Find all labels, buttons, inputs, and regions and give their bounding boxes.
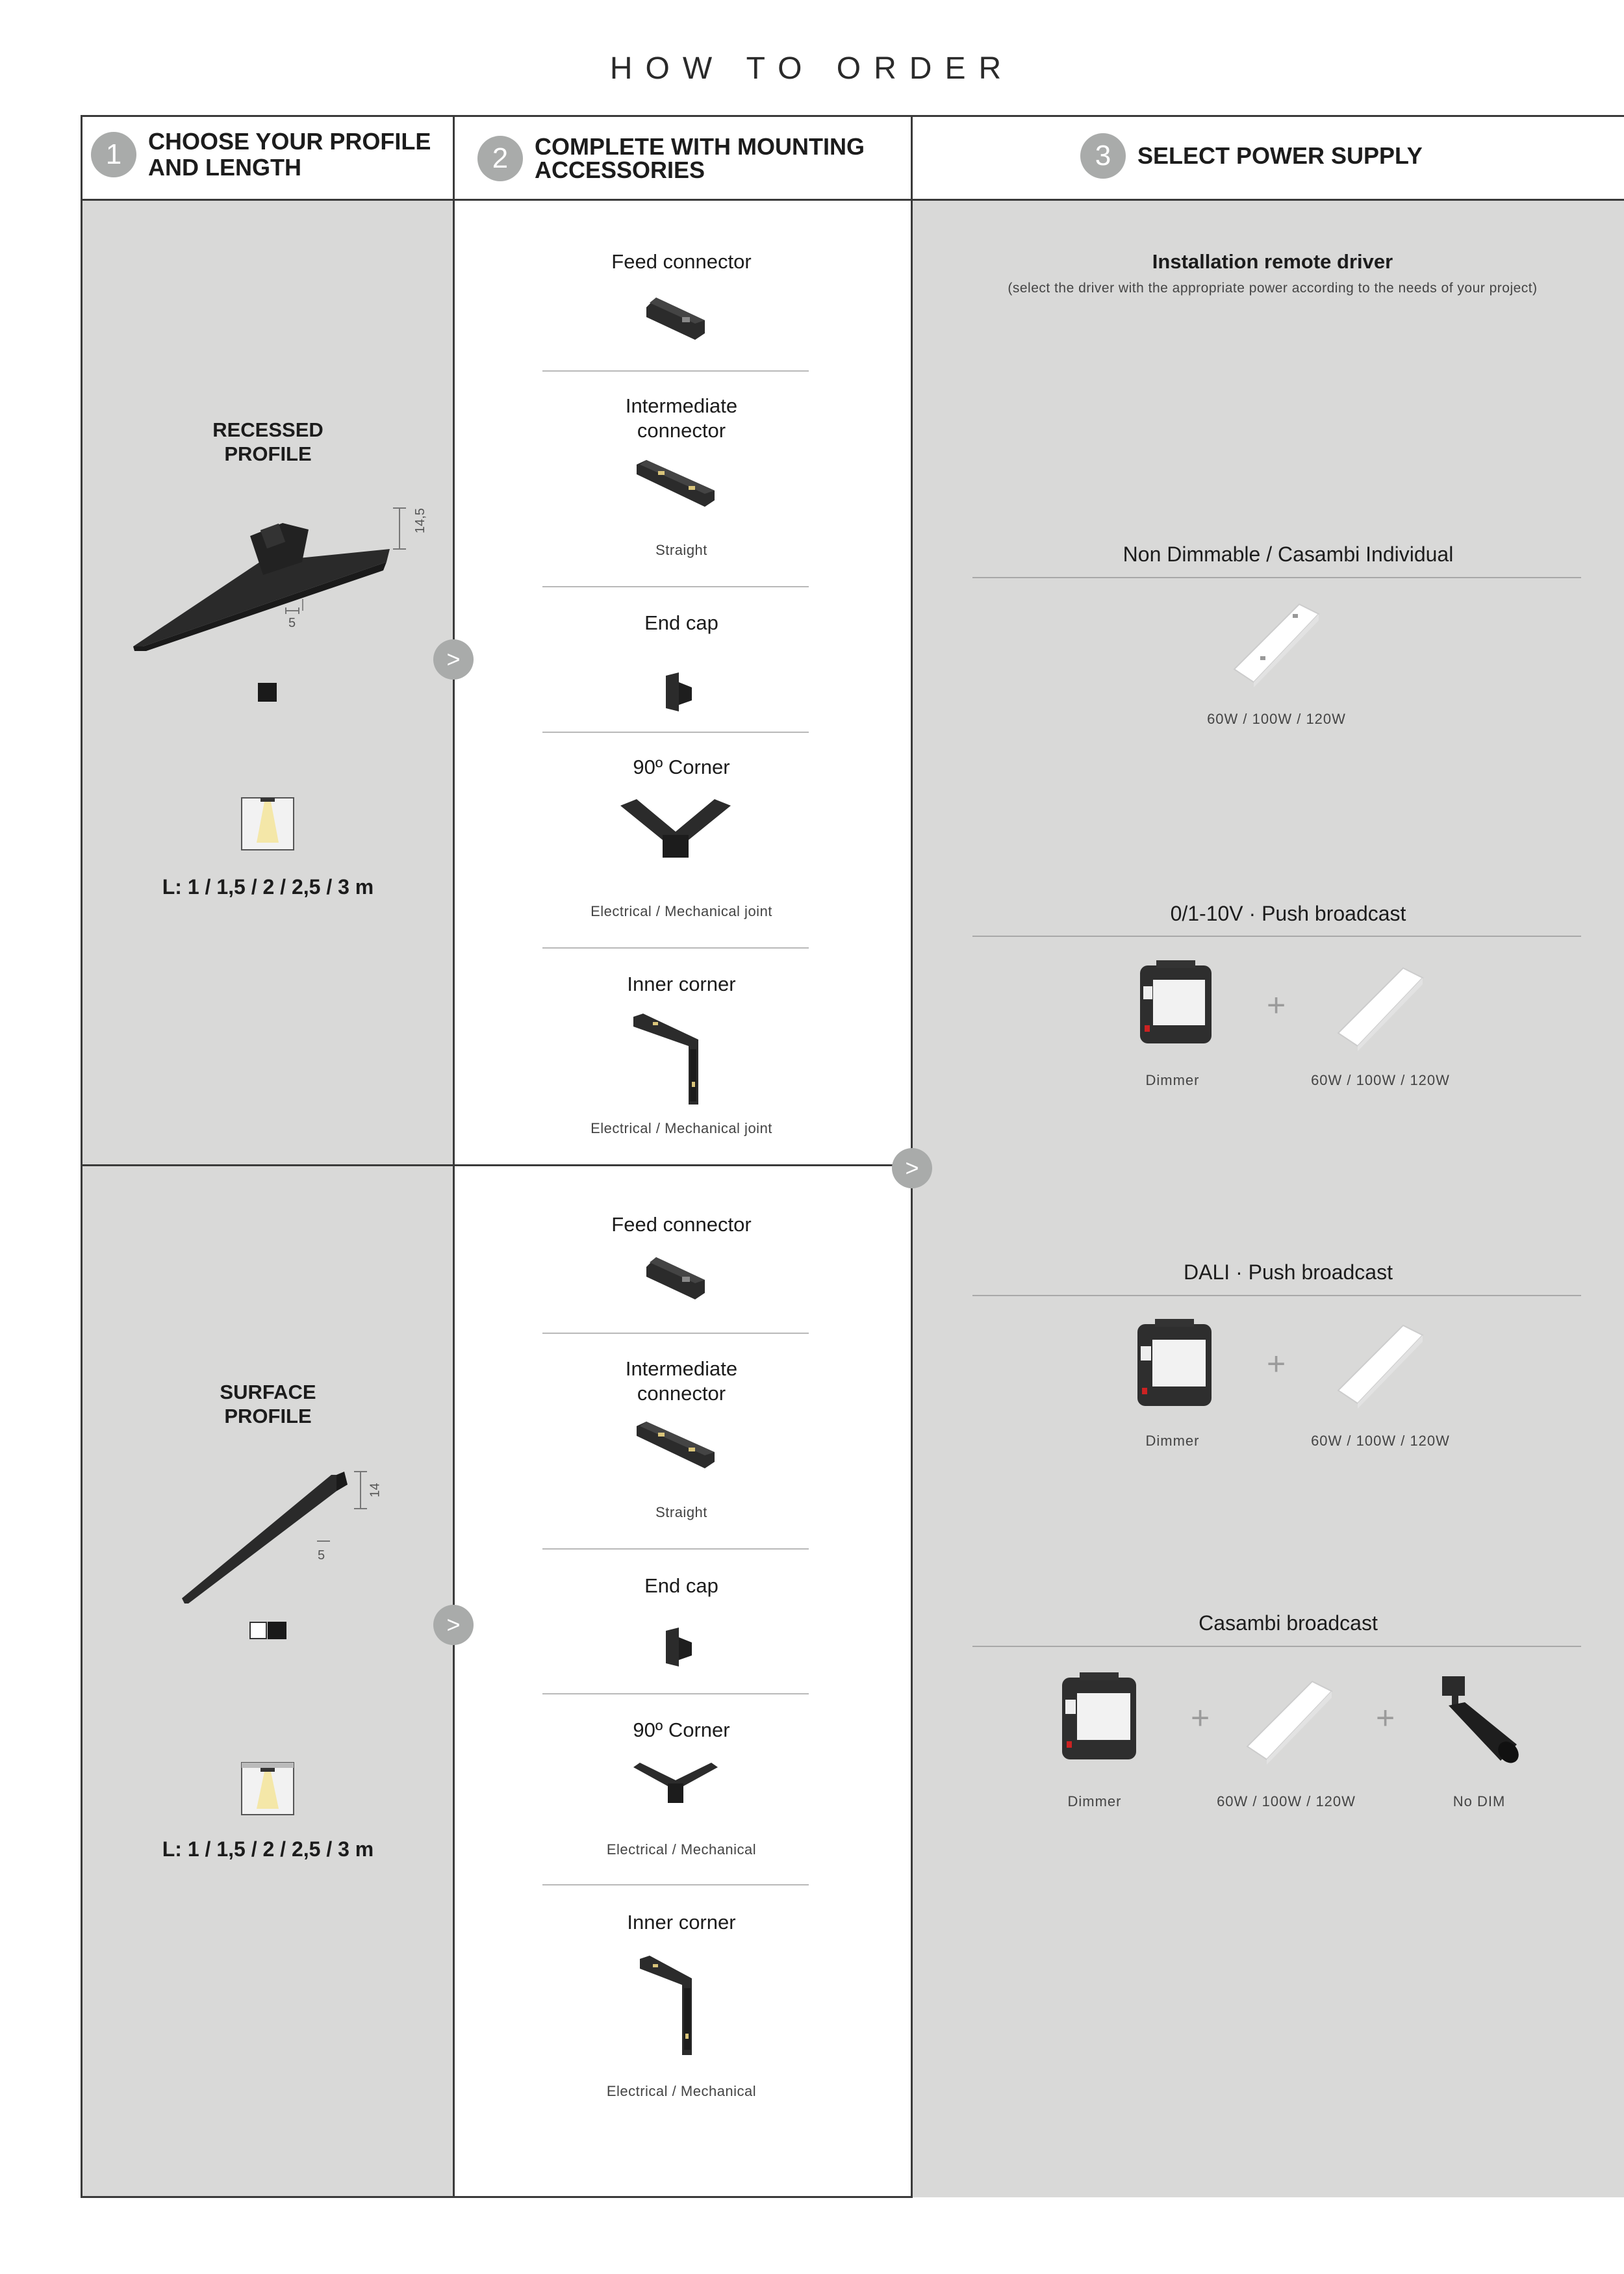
step-3-label: SELECT POWER SUPPLY — [1137, 142, 1423, 169]
driver-image — [1241, 1675, 1338, 1766]
recessed-title-line1: RECESSED — [212, 418, 324, 441]
color-swatch-black — [268, 1622, 286, 1639]
separator — [542, 1548, 809, 1550]
power-supply-header: Installation remote driver — [1152, 250, 1393, 273]
step-1-header — [91, 129, 431, 181]
recessed-profile-image — [127, 500, 432, 656]
page-title: HOW TO ORDER — [609, 51, 1015, 86]
feed-connector-image — [643, 291, 708, 343]
option-4-extra-caption: No DIM — [1453, 1793, 1506, 1809]
recessed-profile-title — [82, 418, 454, 466]
light-beam-icon — [241, 1762, 294, 1815]
option-2-dimmer-caption: Dimmer — [1145, 1072, 1200, 1088]
step-3-badge: 3 — [1080, 133, 1126, 179]
dimmer-image — [1137, 960, 1215, 1047]
separator — [972, 577, 1581, 578]
power-supply-note: (select the driver with the appropriate power according to the needs of your project) — [1008, 281, 1538, 296]
separator — [542, 947, 809, 949]
light-beam-icon — [241, 797, 294, 850]
inner-corner-image — [633, 1952, 718, 2056]
table-top-border — [82, 115, 1624, 117]
separator — [542, 1333, 809, 1334]
option-4-driver-caption: 60W / 100W / 120W — [1217, 1793, 1356, 1809]
corner-90-image — [630, 1757, 721, 1809]
acc-s-intermediate-sub: Straight — [655, 1504, 707, 1520]
driver-image — [1332, 962, 1429, 1053]
spotlight-image — [1436, 1673, 1520, 1764]
option-4-dimmer-caption: Dimmer — [1067, 1793, 1122, 1809]
acc-r-90-corner-sub: Electrical / Mechanical joint — [590, 903, 772, 919]
acc-s-feed-connector-label: Feed connector — [611, 1213, 752, 1236]
inner-corner-image — [630, 1010, 721, 1108]
recessed-dim-width: 5 — [288, 616, 296, 630]
step-2-badge: 2 — [477, 136, 523, 181]
option-non-dimmable-title: Non Dimmable / Casambi Individual — [1123, 543, 1454, 566]
option-1-driver-caption: 60W / 100W / 120W — [1207, 711, 1346, 727]
plus-icon: + — [1267, 1346, 1286, 1382]
separator — [542, 732, 809, 733]
color-swatch-white — [249, 1622, 267, 1639]
separator — [972, 936, 1581, 937]
recessed-dim-height: 14,5 — [412, 508, 427, 533]
step-1-badge: 1 — [91, 132, 136, 177]
acc-s-90-corner-label: 90º Corner — [633, 1718, 730, 1741]
surface-dim-width: 5 — [318, 1548, 325, 1563]
row-divider — [82, 1164, 912, 1166]
intermediate-line2: connector — [637, 419, 726, 442]
feed-connector-image — [643, 1251, 708, 1303]
acc-r-intermediate-label — [453, 394, 910, 443]
acc-r-feed-connector-label: Feed connector — [611, 250, 752, 273]
acc-r-intermediate-sub: Straight — [655, 542, 707, 558]
separator — [972, 1646, 1581, 1647]
option-dali-title: DALI · Push broadcast — [1184, 1260, 1393, 1284]
separator — [542, 370, 809, 372]
arrow-right-icon: > — [433, 1605, 474, 1645]
driver-image — [1332, 1319, 1429, 1410]
end-cap-image — [659, 669, 698, 715]
profile-column-bg — [82, 199, 454, 2197]
option-3-dimmer-caption: Dimmer — [1145, 1433, 1200, 1449]
step-1-label-line1: CHOOSE YOUR PROFILE — [148, 128, 431, 155]
option-casambi-title: Casambi broadcast — [1199, 1611, 1378, 1635]
step-2-header — [477, 135, 865, 182]
acc-s-end-cap-label: End cap — [644, 1574, 718, 1597]
power-column-bg — [912, 199, 1624, 2197]
acc-r-inner-corner-label: Inner corner — [627, 973, 736, 995]
separator — [542, 586, 809, 587]
acc-s-inner-corner-sub: Electrical / Mechanical — [606, 2083, 757, 2099]
surface-title-line2: PROFILE — [224, 1405, 312, 1427]
intermediate-line1: Intermediate — [625, 1357, 738, 1380]
step-3-header — [1080, 133, 1423, 179]
separator — [542, 1693, 809, 1694]
acc-s-intermediate-label — [453, 1357, 910, 1406]
plus-icon: + — [1267, 987, 1286, 1023]
step-2-label-line1: COMPLETE WITH MOUNTING — [535, 133, 865, 160]
end-cap-image — [659, 1624, 698, 1670]
acc-s-inner-corner-label: Inner corner — [627, 1911, 736, 1934]
acc-r-inner-corner-sub: Electrical / Mechanical joint — [590, 1120, 772, 1136]
acc-s-90-corner-sub: Electrical / Mechanical — [606, 1841, 757, 1858]
intermediate-connector-image — [633, 455, 718, 513]
surface-length: L: 1 / 1,5 / 2 / 2,5 / 3 m — [162, 1837, 374, 1861]
intermediate-line2: connector — [637, 1382, 726, 1405]
dimmer-image — [1134, 1319, 1215, 1410]
acc-r-90-corner-label: 90º Corner — [633, 756, 730, 778]
option-2-driver-caption: 60W / 100W / 120W — [1311, 1072, 1450, 1088]
driver-image — [1228, 598, 1325, 689]
option-010v-title: 0/1-10V · Push broadcast — [1170, 902, 1406, 925]
table-bottom-border — [82, 2196, 912, 2198]
intermediate-connector-image — [633, 1416, 718, 1475]
plus-icon: + — [1191, 1700, 1210, 1736]
acc-r-end-cap-label: End cap — [644, 611, 718, 634]
arrow-right-icon: > — [433, 639, 474, 680]
surface-profile-title — [82, 1380, 454, 1428]
step-2-label-line2: ACCESSORIES — [535, 157, 705, 183]
step-1-label-line2: AND LENGTH — [148, 154, 301, 181]
intermediate-line1: Intermediate — [625, 394, 738, 417]
recessed-length: L: 1 / 1,5 / 2 / 2,5 / 3 m — [162, 875, 374, 899]
separator — [972, 1295, 1581, 1296]
dimmer-image — [1059, 1672, 1139, 1763]
surface-profile-image — [175, 1462, 390, 1611]
separator — [542, 1884, 809, 1885]
option-3-driver-caption: 60W / 100W / 120W — [1311, 1433, 1450, 1449]
header-bottom-border — [82, 199, 1624, 201]
arrow-right-icon: > — [892, 1148, 932, 1188]
recessed-title-line2: PROFILE — [224, 442, 312, 465]
surface-dim-height: 14 — [368, 1483, 383, 1498]
corner-90-image — [617, 796, 734, 867]
plus-icon: + — [1376, 1700, 1395, 1736]
color-swatch-black — [258, 683, 277, 702]
surface-title-line1: SURFACE — [220, 1381, 316, 1403]
